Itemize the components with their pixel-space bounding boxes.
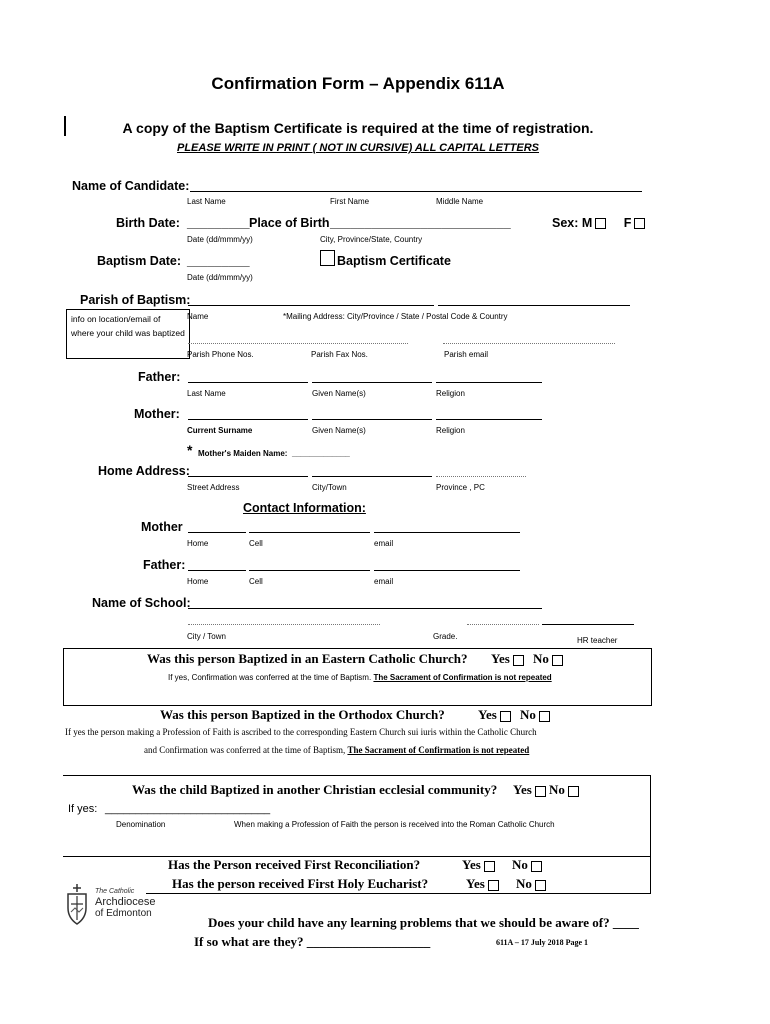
parish-email-field[interactable] [443,343,615,344]
parish-name-field[interactable] [188,305,434,306]
hint-first-name: First Name [330,197,370,206]
orthodox-yes-label: Yes [478,707,497,722]
sex-female-label: F [623,216,632,230]
province-pc-field[interactable] [436,476,526,477]
father-last-name-field[interactable] [188,382,308,383]
eastern-no-checkbox[interactable] [552,655,563,666]
birth-date-field[interactable]: _________ [187,216,250,230]
orthodox-question: Was this person Baptized in the Orthodox Church? [160,707,445,722]
mother-label: Mother: [134,407,180,421]
orthodox-note-1: If yes the person making a Profession of Faith is ascribed to the corresponding Eastern Church sui iuris within the Catholic Church [65,727,537,737]
hint-birth-date: Date (dd/mmm/yy) [187,235,253,244]
eastern-no-label: No [533,651,549,666]
hint-father-email: email [374,577,394,586]
contact-heading: Contact Information: [243,501,366,515]
maiden-asterisk: * [187,442,193,458]
hint-school-city: City / Town [187,632,226,641]
learning-followup-text: If so what are they? [194,934,304,949]
christian-no-label: No [549,782,565,797]
hint-grade: Grade. [433,632,458,641]
candidate-label: Name of Candidate: [72,179,190,193]
hint-father-given: Given Name(s) [312,389,366,398]
father-email-field[interactable] [374,570,520,571]
mother-email-field[interactable] [374,532,520,533]
school-city-field[interactable] [188,624,380,625]
city-town-field[interactable] [312,476,432,477]
hint-hr-teacher: HR teacher [577,636,618,645]
school-name-field[interactable] [188,608,542,609]
subtitle: A copy of the Baptism Certificate is required at the time of registration. [122,120,594,136]
orthodox-yes-group [478,707,550,723]
father-given-name-field[interactable] [312,382,432,383]
denomination-field[interactable]: ___________________________ [105,803,271,815]
hint-mother-cell: Cell [249,539,263,548]
christian-note: When making a Profession of Faith the person is received into the Roman Catholic Church [234,820,555,829]
mother-surname-field[interactable] [188,419,308,420]
hint-baptism-date: Date (dd/mmm/yy) [187,273,253,282]
christian-yes-checkbox[interactable] [535,786,546,797]
hr-teacher-field[interactable] [542,624,634,625]
baptism-date-label: Baptism Date: [97,254,182,268]
hint-mother-home: Home [187,539,209,548]
father-cell-field[interactable] [249,570,370,571]
orthodox-no-checkbox[interactable] [539,711,550,722]
baptism-date-field[interactable]: _________ [187,254,250,268]
parish-info-box [66,309,190,359]
eucharist-yes-group [466,876,546,892]
contact-mother-label: Mother [141,520,183,534]
father-religion-field[interactable] [436,382,542,383]
hint-parish-fax: Parish Fax Nos. [311,350,368,359]
parish-address-field[interactable] [438,305,630,306]
eucharist-question: Has the person received First Holy Eucharist? [172,876,429,891]
hint-father-religion: Religion [436,389,465,398]
mother-religion-field[interactable] [436,419,542,420]
birth-date-label: Birth Date: [116,216,180,230]
sex-male-label: Sex: M [552,216,593,230]
eucharist-no-label: No [516,876,532,891]
school-grade-field[interactable] [467,624,539,625]
learning-followup [194,934,430,950]
christian-question: Was the child Baptized in another Christian ecclesial community? [132,782,498,797]
eastern-question: Was this person Baptized in an Eastern Catholic Church? [147,651,468,666]
eastern-yes-group [491,651,563,667]
eastern-note [168,673,552,682]
hint-father-last: Last Name [187,389,226,398]
orthodox-note-2-prefix: and Confirmation was conferred at the time of Baptism, [144,745,346,755]
hint-mother-email: email [374,539,394,548]
sex-female-checkbox[interactable] [634,218,645,229]
eastern-note-bold: The Sacrament of Confirmation is not repeated [373,673,552,682]
maiden-name-label: Mother's Maiden Name: [198,449,288,458]
eastern-yes-label: Yes [491,651,510,666]
christian-yes-group [513,782,579,798]
eucharist-yes-checkbox[interactable] [488,880,499,891]
logo-line-3: of Edmonton [95,908,152,919]
mother-cell-field[interactable] [249,532,370,533]
hint-mother-religion: Religion [436,426,465,435]
eastern-yes-checkbox[interactable] [513,655,524,666]
hint-parish-address: *Mailing Address: City/Province / State / Postal Code & Country [283,312,508,321]
hint-parish-email: Parish email [444,350,489,359]
baptism-certificate-checkbox[interactable] [320,250,335,266]
home-address-label: Home Address: [98,464,190,478]
sex-male-checkbox[interactable] [595,218,606,229]
orthodox-note-2 [144,745,529,755]
reconciliation-no-checkbox[interactable] [531,861,542,872]
parish-label: Parish of Baptism: [80,293,191,307]
maiden-name-field[interactable]: _____________ [292,449,350,458]
place-of-birth-label: Place of Birth [249,216,330,230]
candidate-name-field[interactable] [190,191,642,192]
hint-denomination: Denomination [116,820,166,829]
mother-given-name-field[interactable] [312,419,432,420]
father-label: Father: [138,370,181,384]
christian-if-yes: If yes: [68,803,98,815]
parish-info-text: info on location/email of where your child was baptized [71,314,185,338]
orthodox-yes-checkbox[interactable] [500,711,511,722]
hint-last-name: Last Name [187,197,226,206]
eastern-note-prefix: If yes, Confirmation was conferred at the time of Baptism. [168,673,372,682]
archdiocese-crest-icon [63,882,91,926]
school-label: Name of School: [92,596,191,610]
learning-question-text: Does your child have any learning problems that we should be aware of? [208,915,610,930]
street-address-field[interactable] [188,476,308,477]
hint-parish-name: Name [187,312,209,321]
hint-mother-given: Given Name(s) [312,426,366,435]
christian-no-checkbox[interactable] [568,786,579,797]
eucharist-yes-label: Yes [466,876,485,891]
learning-answer-field[interactable]: ____ [612,915,639,930]
hint-father-cell: Cell [249,577,263,586]
reconciliation-question: Has the Person received First Reconciliation? [168,857,421,872]
hint-province: Province , PC [436,483,485,492]
hint-mother-surname: Current Surname [187,426,253,435]
reconciliation-yes-group [462,857,542,873]
hint-middle-name: Middle Name [436,197,484,206]
baptism-certificate-label: Baptism Certificate [337,254,451,268]
christian-yes-label: Yes [513,782,532,797]
logo-line-2: Archdiocese [95,896,156,908]
contact-father-label: Father: [143,558,186,572]
page-title: Confirmation Form – Appendix 611A [211,74,505,93]
place-of-birth-field[interactable]: __________________________ [330,216,511,230]
reconciliation-yes-label: Yes [462,857,481,872]
learning-question [208,915,639,931]
hint-father-home: Home [187,577,209,586]
orthodox-note-2-bold: The Sacrament of Confirmation is not repeated [347,745,530,755]
father-home-phone-field[interactable] [188,570,246,571]
mother-home-phone-field[interactable] [188,532,246,533]
page-reference: 611A – 17 July 2018 Page 1 [496,938,589,947]
instruction: PLEASE WRITE IN PRINT ( NOT IN CURSIVE) ALL CAPITAL LETTERS [177,142,539,154]
reconciliation-yes-checkbox[interactable] [484,861,495,872]
reconciliation-no-label: No [512,857,528,872]
learning-followup-field[interactable]: ___________________ [306,934,431,949]
hint-parish-phone: Parish Phone Nos. [187,350,254,359]
hint-city: City/Town [312,483,347,492]
eucharist-no-checkbox[interactable] [535,880,546,891]
parish-phone-field[interactable] [188,343,408,344]
logo-line-1: The Catholic [95,888,135,895]
orthodox-no-label: No [520,707,536,722]
hint-street: Street Address [187,483,240,492]
sex-group [552,216,645,230]
hint-birth-place: City, Province/State, Country [320,235,423,244]
